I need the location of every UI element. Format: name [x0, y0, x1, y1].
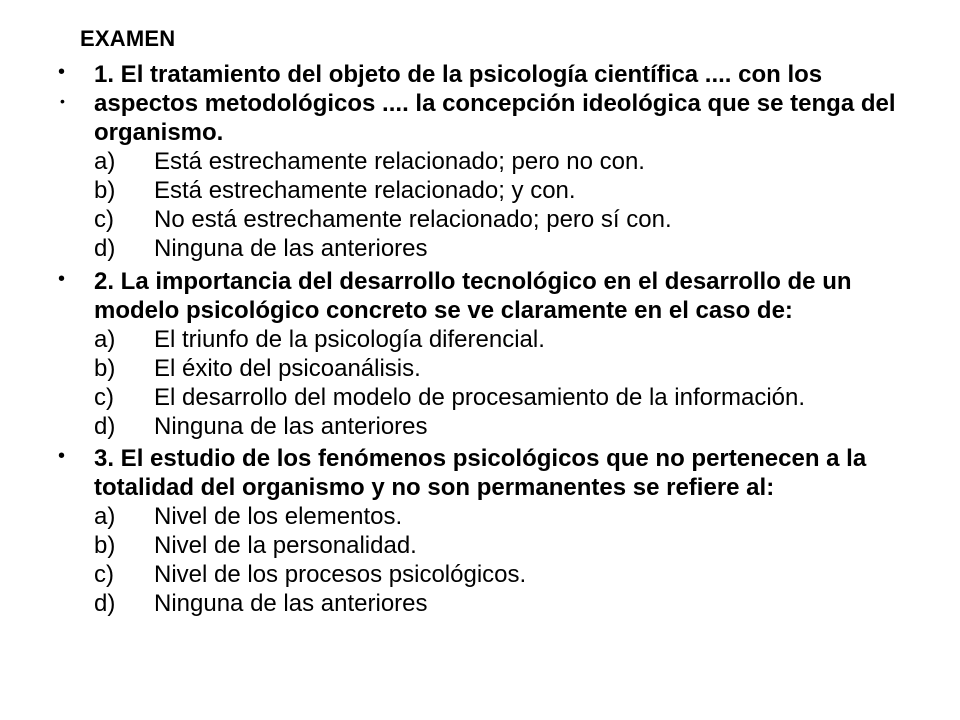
option-text: No está estrechamente relacionado; pero sí con. — [154, 206, 672, 233]
question-3 — [94, 444, 914, 618]
option-c — [94, 205, 914, 234]
option-text: Ninguna de las anteriores — [154, 235, 428, 262]
option-c — [94, 560, 914, 589]
option-text: Nivel de los procesos psicológicos. — [154, 561, 527, 588]
option-text: Nivel de los elementos. — [154, 503, 403, 530]
option-b — [94, 354, 914, 383]
option-b — [94, 176, 914, 205]
option-text: Ninguna de las anteriores — [154, 413, 428, 440]
option-d — [94, 234, 914, 263]
option-text: Nivel de la personalidad. — [154, 532, 417, 559]
option-text: El desarrollo del modelo de procesamiento de la información. — [154, 384, 806, 411]
option-c — [94, 383, 914, 412]
option-letter: b) — [94, 355, 116, 382]
question-text: 3. El estudio de los fenómenos psicológicos que no pertenecen a la totalidad del organismo y no son permanentes se refiere al: — [94, 445, 867, 501]
option-text: El éxito del psicoanálisis. — [154, 355, 421, 382]
option-letter: b) — [94, 532, 116, 559]
option-letter: c) — [94, 206, 114, 233]
option-text: Está estrechamente relacionado; pero no con. — [154, 148, 645, 175]
question-text: 1. El tratamiento del objeto de la psicología científica .... con los aspectos metodológicos .... la concepción ideológica que se tenga del organismo. — [94, 61, 896, 146]
question-2 — [94, 267, 914, 441]
option-text: Ninguna de las anteriores — [154, 590, 428, 617]
option-letter: a) — [94, 503, 116, 530]
option-a — [94, 325, 914, 354]
option-a — [94, 502, 914, 531]
option-letter: a) — [94, 326, 116, 353]
option-b — [94, 531, 914, 560]
option-letter: d) — [94, 235, 116, 262]
option-letter: c) — [94, 561, 114, 588]
question-1 — [94, 60, 914, 263]
option-text: El triunfo de la psicología diferencial. — [154, 326, 545, 353]
bullet-icon: • — [58, 61, 66, 83]
bullet-icon: • — [58, 445, 66, 467]
bullet-icon: • — [58, 268, 66, 290]
option-letter: d) — [94, 413, 116, 440]
option-d — [94, 589, 914, 618]
exam-title: EXAMEN — [80, 26, 176, 51]
option-a — [94, 147, 914, 176]
option-letter: a) — [94, 148, 116, 175]
option-d — [94, 412, 914, 441]
question-text: 2. La importancia del desarrollo tecnológico en el desarrollo de un modelo psicológico concreto se ve claramente en el caso de: — [94, 268, 852, 324]
option-letter: b) — [94, 177, 116, 204]
option-text: Está estrechamente relacionado; y con. — [154, 177, 576, 204]
bullet-icon: • — [60, 93, 65, 109]
option-letter: d) — [94, 590, 116, 617]
option-letter: c) — [94, 384, 114, 411]
